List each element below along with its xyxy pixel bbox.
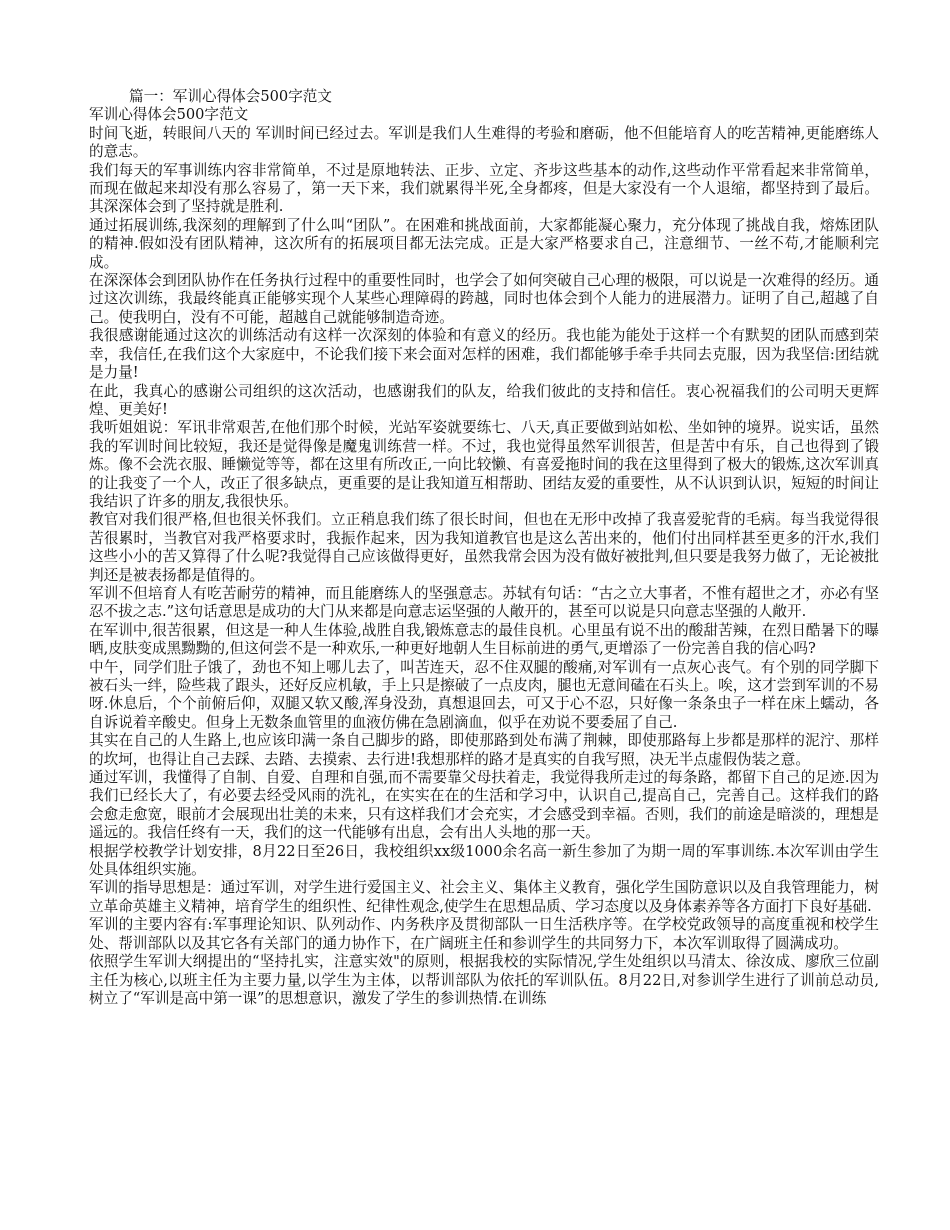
paragraph: 通过军训，我懂得了自制、自爱、自理和自强,而不需要靠父母扶着走，我觉得我所走过的每条路，都留下自己的足迹.因为我们已经长大了，有必要去经受风雨的洗礼，在实实在在的生活和学习中，认识自己,提高自己，完善自己。这样我们的路会愈走愈宽，眼前才会展现出壮美的未来，只有这样我们才会充实，才会感受到幸福。否则，我们的前途是暗淡的，理想是遥远的。我信任终有一天，我们的这一代能够有出息，会有出人头地的那一天。 [89,769,879,842]
paragraph: 在军训中,很苦很累，但这是一种人生体验,战胜自我,锻炼意志的最佳良机。心里虽有说不出的酸甜苦辣，在烈日酷暑下的曝晒,皮肤变成黑黝黝的,但这何尝不是一种欢乐,一种更好地朝人生目标前进的勇气,更增添了一份完善自我的信心吗? [89,621,879,658]
paragraph: 我听姐姐说：军讯非常艰苦,在他们那个时候，光站军姿就要练七、八天,真正要做到站如松、坐如钟的境界。说实话，虽然我的军训时间比较短，我还是觉得像是魔鬼训练营一样。不过，我也觉得虽然军训很苦，但是苦中有乐，自己也得到了锻炼。像不会洗衣服、睡懒觉等等，都在这里有所改正,一向比较懒、有喜爱拖时间的我在这里得到了极大的锻炼,这次军训真的让我变了一个人，改正了很多缺点，更重要的是让我知道互相帮助、团结友爱的重要性，从不认识到认识，短短的时间让我结识了许多的朋友,我很快乐。 [89,419,879,510]
paragraph: 军训不但培育人有吃苦耐劳的精神，而且能磨练人的坚强意志。苏轼有句话：“古之立大事者，不惟有超世之才，亦必有坚忍不拔之志.”这句话意思是成功的大门从来都是向意志运坚强的人敞开的，甚至可以说是只向意志坚强的人敞开. [89,584,879,621]
paragraph: 我很感谢能通过这次的训练活动有这样一次深刻的体验和有意义的经历。我也能为能处于这样一个有默契的团队而感到荣幸，我信任,在我们这个大家庭中，不论我们接下来会面对怎样的困难，我们都能够手牵手共同去克服，因为我坚信:团结就是力量! [89,327,879,382]
document-heading: 篇一：军训心得体会500字范文 [129,88,332,105]
paragraph: 在深深体会到团队协作在任务执行过程中的重要性同时，也学会了如何突破自己心理的极限，可以说是一次难得的经历。通过这次训练，我最终能真正能够实现个人某些心理障碍的跨越，同时也体会到个人能力的进展潜力。证明了自己,超越了自己。使我明白，没有不可能，超越自己就能够制造奇迹。 [89,272,879,326]
paragraph: 依照学生军训大纲提出的“坚持扎实，注意实效"的原则，根据我校的实际情况,学生处组织以马清太、徐汝成、廖欣三位副主任为核心,以班主任为主要力量,以学生为主体，以帮训部队为依托的军训队伍。8月22日,对参训学生进行了训前总动员,树立了“军训是高中第一课”的思想意识，激发了学生的参训热情.在训练 [89,953,879,1007]
paragraph: 时间飞逝，转眼间八天的 军训时间已经过去。军训是我们人生难得的考验和磨砺，他不但能培育人的吃苦精神,更能磨练人的意志。 [89,124,879,161]
document-page [89,88,879,1008]
paragraph: 通过拓展训练,我深刻的理解到了什么叫“团队”。在困难和挑战面前，大家都能凝心聚力，充分体现了挑战自我，熔炼团队的精神.假如没有团队精神，这次所有的拓展项目都无法完成。正是大家严格要求自己，注意细节、一丝不苟,才能顺利完成。 [89,216,879,271]
paragraph: 教官对我们很严格,但也很关怀我们。立正稍息我们练了很长时间，但也在无形中改掉了我喜爱驼背的毛病。每当我觉得很苦很累时，当教官对我严格要求时，我振作起来，因为我知道教官也是这么苦出来的，他们付出同样甚至更多的汗水,我们这些小小的苦又算得了什么呢?我觉得自己应该做得更好，虽然我常会因为没有做好被批判,但只要是我努力做了，无论被批判还是被表扬都是值得的。 [89,511,879,584]
paragraph: 其实在自己的人生路上,也应该印满一条自己脚步的路，即使那路到处布满了荆棘，即使那路每上步都是那样的泥泞、那样的坎坷，也得让自己去踩、去踏、去摸索、去行进!我想那样的路才是真实的自我写照，决无半点虚假伪装之意。 [89,732,879,768]
paragraph: 军训的主要内容有:军事理论知识、队列动作、内务秩序及贯彻部队一日生活秩序等。在学校党政领导的高度重视和校学生处、帮训部队以及其它各有关部门的通力协作下，在广阔班主任和参训学生的共同努力下，本次军训取得了圆满成功。 [89,916,879,952]
paragraph: 军训的指导思想是：通过军训，对学生进行爱国主义、社会主义、集体主义教育，强化学生国防意识以及自我管理能力，树立革命英雄主义精神，培育学生的组织性、纪律性观念,使学生在思想品质、学习态度以及身体素养等各方面打下良好基础. [89,879,879,915]
paragraph: 根据学校教学计划安排，8月22日至26日，我校组织xx级1000余名高一新生参加了为期一周的军事训练.本次军训由学生处具体组织实施。 [89,842,879,879]
paragraph: 我们每天的军事训练内容非常简单，不过是原地转法、正步、立定、齐步这些基本的动作,这些动作平常看起来非常简单，而现在做起来却没有那么容易了，第一天下来，我们就累得半死,全身都疼，但是大家没有一个人退缩，都坚持到了最后。其深深体会到了坚持就是胜利. [89,161,879,216]
document-subtitle: 军训心得体会500字范文 [89,106,249,124]
paragraph: 中午，同学们肚子饿了，劲也不知上哪儿去了，叫苦连天，忍不住双腿的酸痛,对军训有一点灰心丧气。有个别的同学脚下被石头一绊，险些栽了跟头，还好反应机敏，手上只是擦破了一点皮肉，腿也无意间磕在石头上。唉，这才尝到军训的不易呀.休息后，个个前俯后仰，双腿又软又酸,浑身没劲，真想退回去，可又于心不忍，只好像一条条虫子一样在床上蠕动，各自诉说着辛酸史。但身上无数条血管里的血液仿佛在急剧滴血，似乎在劝说不要委屈了自己. [89,658,879,731]
paragraph: 在此，我真心的感谢公司组织的这次活动，也感谢我们的队友，给我们彼此的支持和信任。衷心祝福我们的公司明天更辉煌、更美好! [89,382,879,418]
